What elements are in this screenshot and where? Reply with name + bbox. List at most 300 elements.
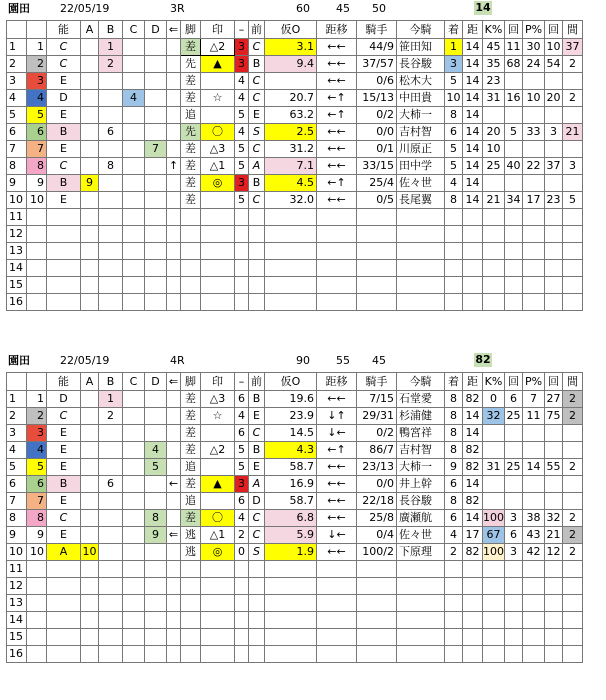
cell-jockey: 33/15 bbox=[357, 158, 397, 175]
cell-dash bbox=[235, 277, 249, 294]
cell-col-b: 6 bbox=[99, 476, 123, 493]
cell-interval bbox=[563, 493, 583, 510]
cell-mark: ☆ bbox=[201, 90, 235, 107]
cell-gate bbox=[27, 277, 47, 294]
cell-kai1 bbox=[505, 277, 523, 294]
cell-jockey: 0/0 bbox=[357, 476, 397, 493]
cell-dash: 3 bbox=[235, 175, 249, 192]
cell-k-pct: 32 bbox=[483, 408, 505, 425]
cell-ability bbox=[47, 578, 81, 595]
header-p-pct: P% bbox=[523, 21, 545, 39]
header-dash: – bbox=[235, 373, 249, 391]
cell-ability: E bbox=[47, 527, 81, 544]
cell-ability bbox=[47, 561, 81, 578]
cell-ability: C bbox=[47, 158, 81, 175]
cell-jockey: 22/18 bbox=[357, 493, 397, 510]
cell-mark: △2 bbox=[201, 442, 235, 459]
cell-kai2: 75 bbox=[545, 408, 563, 425]
cell-kai2 bbox=[545, 425, 563, 442]
cell-interval: 2 bbox=[563, 527, 583, 544]
cell-kai2: 10 bbox=[545, 39, 563, 56]
cell-kai2 bbox=[545, 476, 563, 493]
cell-col-a bbox=[81, 476, 99, 493]
header-date: 22/05/19 bbox=[60, 2, 110, 15]
cell-p-pct: 10 bbox=[523, 90, 545, 107]
cell-p-pct bbox=[523, 578, 545, 595]
cell-p-pct bbox=[523, 442, 545, 459]
cell-kai2: 32 bbox=[545, 510, 563, 527]
cell-odds: 20.7 bbox=[265, 90, 317, 107]
cell-odds: 16.9 bbox=[265, 476, 317, 493]
header-style: 脚 bbox=[181, 373, 201, 391]
cell-gate bbox=[27, 243, 47, 260]
cell-gate: 5 bbox=[27, 107, 47, 124]
cell-arrow bbox=[167, 175, 181, 192]
cell-kai1 bbox=[505, 209, 523, 226]
cell-finish bbox=[445, 612, 463, 629]
cell-p-pct: 11 bbox=[523, 408, 545, 425]
cell-jockey bbox=[357, 561, 397, 578]
cell-jockey-now: 松木大 bbox=[397, 73, 445, 90]
cell-col-b bbox=[99, 175, 123, 192]
cell-kai1: 34 bbox=[505, 192, 523, 209]
cell-k-pct: 10 bbox=[483, 141, 505, 158]
table-row bbox=[7, 476, 583, 493]
cell-interval bbox=[563, 209, 583, 226]
cell-dash bbox=[235, 578, 249, 595]
cell-rank: 8 bbox=[7, 510, 27, 527]
cell-arrow bbox=[167, 578, 181, 595]
cell-distance: 82 bbox=[463, 493, 483, 510]
cell-rank: 14 bbox=[7, 612, 27, 629]
header-arrow: ⇐ bbox=[167, 373, 181, 391]
cell-gate bbox=[27, 226, 47, 243]
table-row bbox=[7, 459, 583, 476]
cell-col-a bbox=[81, 124, 99, 141]
cell-rank: 2 bbox=[7, 56, 27, 73]
cell-distance bbox=[463, 595, 483, 612]
cell-p-pct bbox=[523, 243, 545, 260]
cell-distance: 14 bbox=[463, 56, 483, 73]
cell-dist-move bbox=[317, 260, 357, 277]
cell-p-pct bbox=[523, 209, 545, 226]
cell-dash: 6 bbox=[235, 391, 249, 408]
table-row bbox=[7, 425, 583, 442]
cell-col-b bbox=[99, 192, 123, 209]
cell-ability bbox=[47, 277, 81, 294]
table-row bbox=[7, 595, 583, 612]
cell-col-a bbox=[81, 629, 99, 646]
cell-interval: 2 bbox=[563, 544, 583, 561]
cell-col-b bbox=[99, 107, 123, 124]
table-row bbox=[7, 192, 583, 209]
cell-k-pct: 23 bbox=[483, 73, 505, 90]
cell-finish: 8 bbox=[445, 425, 463, 442]
cell-col-a: 9 bbox=[81, 175, 99, 192]
cell-odds bbox=[265, 226, 317, 243]
cell-ability: C bbox=[47, 56, 81, 73]
cell-dist-move: ←← bbox=[317, 56, 357, 73]
cell-kai1 bbox=[505, 243, 523, 260]
cell-interval bbox=[563, 425, 583, 442]
cell-mark bbox=[201, 629, 235, 646]
cell-finish: 8 bbox=[445, 442, 463, 459]
cell-col-c bbox=[123, 561, 145, 578]
cell-distance: 14 bbox=[463, 39, 483, 56]
header-col-a: A bbox=[81, 21, 99, 39]
cell-jockey: 25/4 bbox=[357, 175, 397, 192]
cell-distance: 82 bbox=[463, 442, 483, 459]
cell-mark: △2 bbox=[201, 39, 235, 56]
race-table bbox=[6, 372, 583, 663]
cell-col-a bbox=[81, 578, 99, 595]
cell-col-d bbox=[145, 175, 167, 192]
cell-mark: ☆ bbox=[201, 408, 235, 425]
cell-jockey-now: 大柿一 bbox=[397, 459, 445, 476]
cell-rank: 5 bbox=[7, 107, 27, 124]
cell-finish bbox=[445, 260, 463, 277]
cell-interval: 2 bbox=[563, 459, 583, 476]
cell-kai2 bbox=[545, 629, 563, 646]
table-row bbox=[7, 544, 583, 561]
cell-kai2: 27 bbox=[545, 391, 563, 408]
cell-dist-move: ←← bbox=[317, 73, 357, 90]
cell-interval bbox=[563, 612, 583, 629]
cell-rank: 11 bbox=[7, 561, 27, 578]
cell-style bbox=[181, 226, 201, 243]
cell-k-pct bbox=[483, 425, 505, 442]
cell-arrow bbox=[167, 629, 181, 646]
cell-rank: 14 bbox=[7, 260, 27, 277]
cell-gate: 10 bbox=[27, 544, 47, 561]
cell-dash bbox=[235, 294, 249, 311]
cell-odds: 58.7 bbox=[265, 459, 317, 476]
cell-interval bbox=[563, 476, 583, 493]
cell-ability: E bbox=[47, 459, 81, 476]
cell-odds bbox=[265, 294, 317, 311]
cell-col-a bbox=[81, 493, 99, 510]
cell-ability bbox=[47, 612, 81, 629]
cell-dist-move: ←← bbox=[317, 124, 357, 141]
cell-dash: 6 bbox=[235, 425, 249, 442]
table-row bbox=[7, 260, 583, 277]
cell-distance: 14 bbox=[463, 192, 483, 209]
cell-kai2 bbox=[545, 107, 563, 124]
cell-rank: 1 bbox=[7, 39, 27, 56]
table-row bbox=[7, 493, 583, 510]
cell-kai2 bbox=[545, 175, 563, 192]
cell-col-a bbox=[81, 391, 99, 408]
cell-odds: 5.9 bbox=[265, 527, 317, 544]
cell-col-b bbox=[99, 561, 123, 578]
header-top2: 45 bbox=[372, 354, 386, 367]
table-row bbox=[7, 107, 583, 124]
cell-col-c bbox=[123, 442, 145, 459]
cell-jockey-now: 鴨宮祥 bbox=[397, 425, 445, 442]
cell-col-d: 4 bbox=[145, 442, 167, 459]
cell-style: 差 bbox=[181, 141, 201, 158]
cell-kai2 bbox=[545, 561, 563, 578]
cell-p-pct bbox=[523, 226, 545, 243]
cell-interval: 2 bbox=[563, 56, 583, 73]
cell-jockey-now: 杉浦健 bbox=[397, 408, 445, 425]
cell-col-c bbox=[123, 277, 145, 294]
table-row bbox=[7, 612, 583, 629]
cell-col-b: 6 bbox=[99, 124, 123, 141]
cell-p-pct: 33 bbox=[523, 124, 545, 141]
cell-dash bbox=[235, 561, 249, 578]
cell-ability: B bbox=[47, 124, 81, 141]
cell-dash: 0 bbox=[235, 544, 249, 561]
cell-kai1 bbox=[505, 73, 523, 90]
cell-interval bbox=[563, 243, 583, 260]
header-interval: 間 bbox=[563, 21, 583, 39]
cell-k-pct: 45 bbox=[483, 39, 505, 56]
cell-kai1: 16 bbox=[505, 90, 523, 107]
cell-col-a bbox=[81, 595, 99, 612]
cell-kai1: 25 bbox=[505, 408, 523, 425]
cell-kai1: 5 bbox=[505, 124, 523, 141]
cell-arrow bbox=[167, 510, 181, 527]
cell-col-d bbox=[145, 578, 167, 595]
cell-arrow bbox=[167, 425, 181, 442]
cell-jockey bbox=[357, 578, 397, 595]
cell-rank: 2 bbox=[7, 408, 27, 425]
cell-distance: 14 bbox=[463, 124, 483, 141]
cell-interval bbox=[563, 107, 583, 124]
cell-odds bbox=[265, 629, 317, 646]
header-kai1: 回 bbox=[505, 21, 523, 39]
cell-dist-move: ←↑ bbox=[317, 442, 357, 459]
cell-col-d bbox=[145, 476, 167, 493]
cell-odds: 4.3 bbox=[265, 442, 317, 459]
cell-ability: E bbox=[47, 73, 81, 90]
cell-dist-move: ←← bbox=[317, 391, 357, 408]
cell-col-d bbox=[145, 425, 167, 442]
cell-ability: C bbox=[47, 39, 81, 56]
cell-prev: E bbox=[249, 408, 265, 425]
cell-ability: C bbox=[47, 510, 81, 527]
table-row bbox=[7, 90, 583, 107]
cell-interval bbox=[563, 442, 583, 459]
cell-style: 差 bbox=[181, 391, 201, 408]
cell-interval bbox=[563, 629, 583, 646]
cell-k-pct bbox=[483, 612, 505, 629]
cell-col-c bbox=[123, 476, 145, 493]
cell-prev: E bbox=[249, 459, 265, 476]
cell-rank: 13 bbox=[7, 595, 27, 612]
header-dash: – bbox=[235, 21, 249, 39]
header-mark: 印 bbox=[201, 21, 235, 39]
cell-ability: D bbox=[47, 90, 81, 107]
cell-prev: B bbox=[249, 442, 265, 459]
cell-finish: 6 bbox=[445, 124, 463, 141]
cell-dash bbox=[235, 646, 249, 663]
cell-jockey-now: 長谷駿 bbox=[397, 493, 445, 510]
cell-jockey: 0/2 bbox=[357, 425, 397, 442]
cell-dist-move: ←← bbox=[317, 476, 357, 493]
cell-rank: 4 bbox=[7, 90, 27, 107]
cell-prev bbox=[249, 629, 265, 646]
cell-k-pct: 100 bbox=[483, 544, 505, 561]
cell-distance: 14 bbox=[463, 510, 483, 527]
cell-col-d bbox=[145, 73, 167, 90]
header-dist-move: 距移 bbox=[317, 373, 357, 391]
cell-prev: C bbox=[249, 90, 265, 107]
cell-mark bbox=[201, 73, 235, 90]
cell-col-b bbox=[99, 544, 123, 561]
cell-gate bbox=[27, 578, 47, 595]
cell-finish: 6 bbox=[445, 476, 463, 493]
cell-ability: E bbox=[47, 442, 81, 459]
cell-kai2: 12 bbox=[545, 544, 563, 561]
cell-interval bbox=[563, 175, 583, 192]
cell-ability bbox=[47, 260, 81, 277]
header-gate bbox=[27, 21, 47, 39]
cell-interval bbox=[563, 73, 583, 90]
cell-prev bbox=[249, 209, 265, 226]
cell-k-pct bbox=[483, 646, 505, 663]
cell-prev: S bbox=[249, 124, 265, 141]
cell-k-pct bbox=[483, 209, 505, 226]
cell-gate: 9 bbox=[27, 527, 47, 544]
cell-gate bbox=[27, 646, 47, 663]
header-jockey: 騎手 bbox=[357, 21, 397, 39]
table-header-row bbox=[7, 21, 583, 39]
cell-rank: 9 bbox=[7, 527, 27, 544]
cell-col-d bbox=[145, 294, 167, 311]
cell-k-pct: 25 bbox=[483, 158, 505, 175]
cell-distance bbox=[463, 646, 483, 663]
cell-col-a bbox=[81, 39, 99, 56]
header-date: 22/05/19 bbox=[60, 354, 110, 367]
cell-mark: △3 bbox=[201, 141, 235, 158]
header-prev: 前 bbox=[249, 373, 265, 391]
cell-interval bbox=[563, 277, 583, 294]
header-p-pct: P% bbox=[523, 373, 545, 391]
cell-col-b bbox=[99, 243, 123, 260]
cell-rank: 7 bbox=[7, 493, 27, 510]
cell-prev: C bbox=[249, 141, 265, 158]
cell-gate bbox=[27, 612, 47, 629]
cell-kai2 bbox=[545, 578, 563, 595]
header-prev: 前 bbox=[249, 21, 265, 39]
cell-col-b: 1 bbox=[99, 391, 123, 408]
cell-prev: C bbox=[249, 39, 265, 56]
header-jockey-now: 今騎 bbox=[397, 21, 445, 39]
cell-odds: 2.5 bbox=[265, 124, 317, 141]
table-row bbox=[7, 646, 583, 663]
cell-col-a bbox=[81, 141, 99, 158]
cell-prev bbox=[249, 646, 265, 663]
cell-dist-move: ←← bbox=[317, 544, 357, 561]
table-row bbox=[7, 226, 583, 243]
cell-prev bbox=[249, 578, 265, 595]
cell-col-d bbox=[145, 90, 167, 107]
cell-kai2: 20 bbox=[545, 90, 563, 107]
cell-style bbox=[181, 277, 201, 294]
header-finish: 着 bbox=[445, 373, 463, 391]
cell-kai1 bbox=[505, 141, 523, 158]
cell-jockey bbox=[357, 277, 397, 294]
cell-jockey-now bbox=[397, 612, 445, 629]
race-header bbox=[0, 0, 606, 18]
cell-distance: 82 bbox=[463, 391, 483, 408]
cell-col-d bbox=[145, 561, 167, 578]
cell-rank: 5 bbox=[7, 459, 27, 476]
cell-distance: 14 bbox=[463, 107, 483, 124]
cell-arrow bbox=[167, 595, 181, 612]
cell-jockey bbox=[357, 260, 397, 277]
cell-distance bbox=[463, 612, 483, 629]
cell-k-pct bbox=[483, 578, 505, 595]
cell-col-c bbox=[123, 226, 145, 243]
cell-mark bbox=[201, 243, 235, 260]
cell-dash bbox=[235, 226, 249, 243]
cell-distance bbox=[463, 294, 483, 311]
header-race: 3R bbox=[170, 2, 185, 15]
cell-dash: 5 bbox=[235, 192, 249, 209]
cell-dash: 5 bbox=[235, 459, 249, 476]
cell-mark: △1 bbox=[201, 527, 235, 544]
cell-rank: 16 bbox=[7, 294, 27, 311]
cell-rank: 3 bbox=[7, 425, 27, 442]
cell-jockey-now bbox=[397, 646, 445, 663]
cell-prev bbox=[249, 260, 265, 277]
cell-p-pct bbox=[523, 175, 545, 192]
header-col-b: B bbox=[99, 373, 123, 391]
cell-dist-move bbox=[317, 294, 357, 311]
cell-arrow: ← bbox=[167, 476, 181, 493]
table-row bbox=[7, 243, 583, 260]
cell-jockey: 23/13 bbox=[357, 459, 397, 476]
cell-style bbox=[181, 629, 201, 646]
cell-odds bbox=[265, 561, 317, 578]
cell-kai1 bbox=[505, 646, 523, 663]
cell-col-c bbox=[123, 408, 145, 425]
cell-style: 差 bbox=[181, 442, 201, 459]
cell-gate bbox=[27, 209, 47, 226]
cell-ability bbox=[47, 209, 81, 226]
cell-col-a bbox=[81, 646, 99, 663]
cell-mark bbox=[201, 294, 235, 311]
cell-col-d bbox=[145, 192, 167, 209]
cell-jockey-now: 大柿一 bbox=[397, 107, 445, 124]
cell-dash: 3 bbox=[235, 39, 249, 56]
race-header bbox=[0, 352, 606, 370]
cell-k-pct: 31 bbox=[483, 90, 505, 107]
cell-jockey-now: 吉村智 bbox=[397, 442, 445, 459]
cell-gate: 4 bbox=[27, 90, 47, 107]
cell-p-pct bbox=[523, 260, 545, 277]
cell-jockey: 0/1 bbox=[357, 141, 397, 158]
cell-gate: 3 bbox=[27, 425, 47, 442]
cell-gate bbox=[27, 561, 47, 578]
cell-col-d bbox=[145, 493, 167, 510]
cell-finish: 8 bbox=[445, 107, 463, 124]
cell-mark bbox=[201, 260, 235, 277]
cell-col-c bbox=[123, 107, 145, 124]
cell-dist-move: ←↑ bbox=[317, 90, 357, 107]
cell-odds bbox=[265, 209, 317, 226]
cell-col-b: 1 bbox=[99, 39, 123, 56]
cell-finish: 10 bbox=[445, 90, 463, 107]
cell-mark bbox=[201, 192, 235, 209]
cell-jockey-now bbox=[397, 226, 445, 243]
cell-finish bbox=[445, 595, 463, 612]
header-kai2: 回 bbox=[545, 373, 563, 391]
cell-kai1 bbox=[505, 612, 523, 629]
